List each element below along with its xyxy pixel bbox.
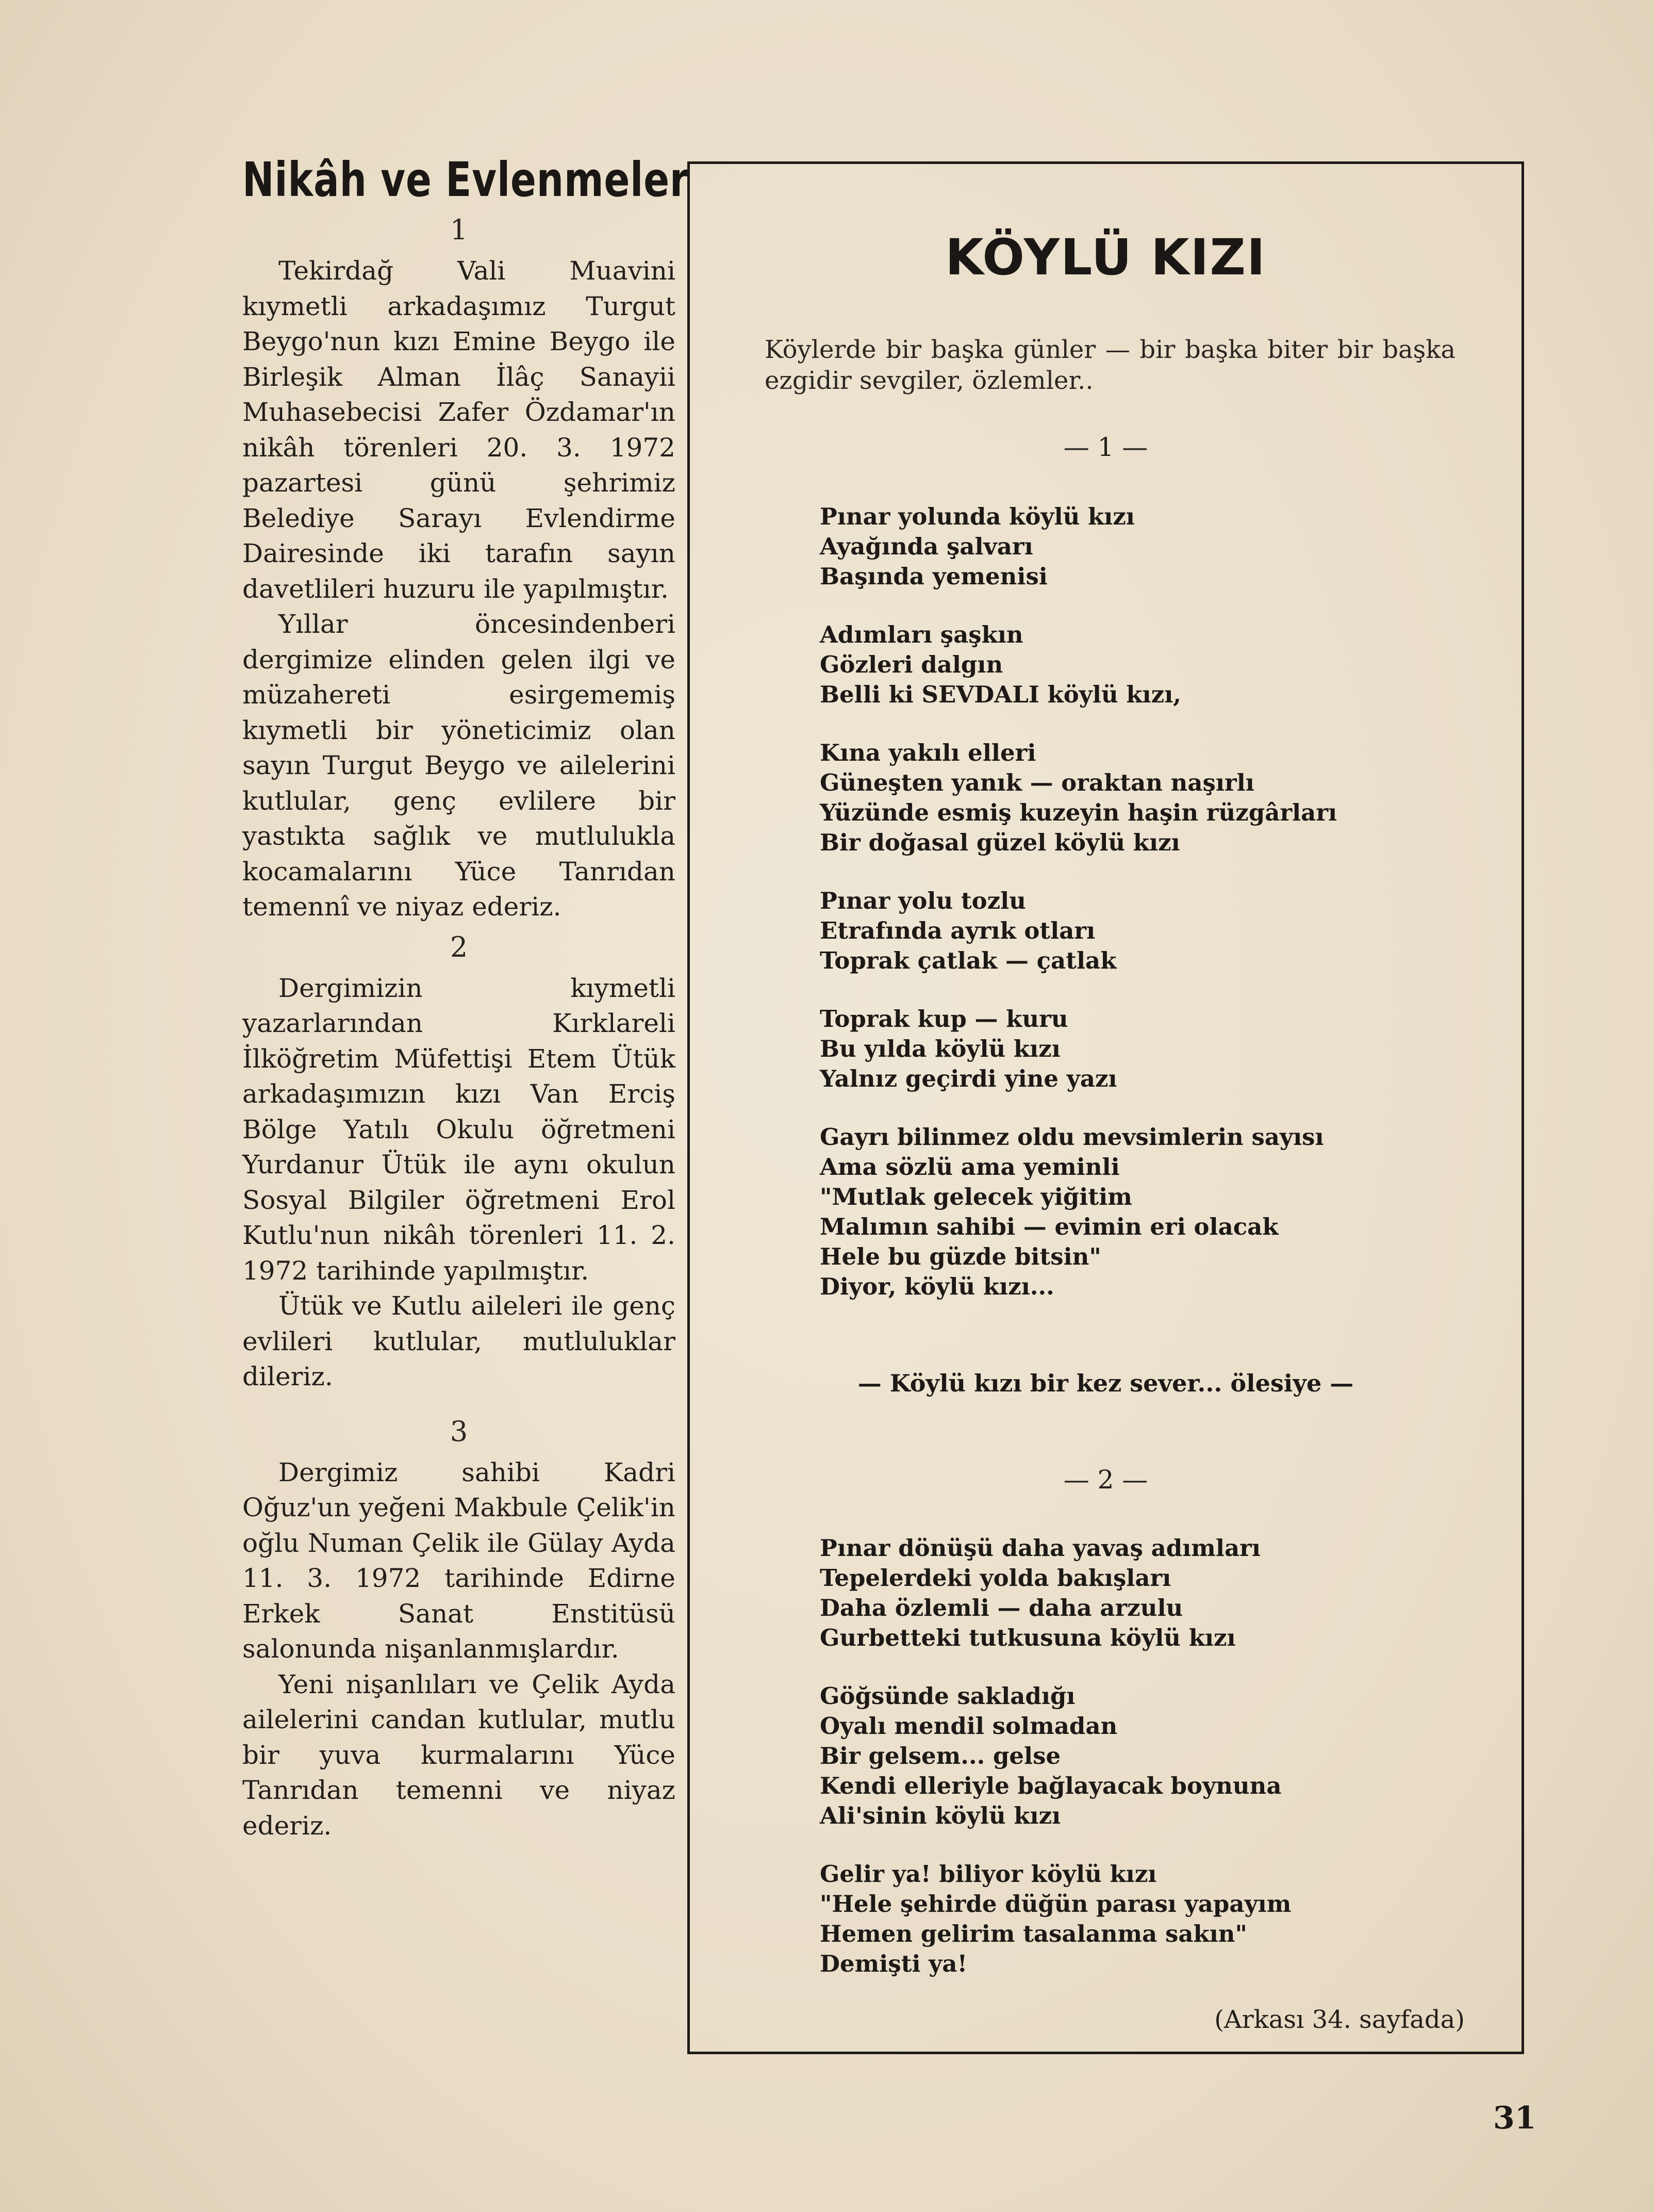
- paragraph: Yeni nişanlıları ve Çelik Ayda ailelerini candan kutlular, mutlu bir yuva kurmalarını Yüce Tanrıdan temenni ve niyaz ederiz.: [242, 1669, 675, 1841]
- stanza: [820, 1122, 1490, 1302]
- poem-line: Göğsünde sakladığı: [820, 1682, 1076, 1710]
- poem-line: Kına yakılı elleri: [820, 739, 1036, 766]
- poem-line: Bir doğasal güzel köylü kızı: [820, 829, 1180, 856]
- poem-box: [687, 161, 1524, 2054]
- poem-line: Pınar yolu tozlu: [820, 887, 1026, 914]
- poem-line: Güneşten yanık — oraktan naşırlı: [820, 769, 1254, 796]
- poem-line: Kendi elleriyle bağlayacak boynuna: [820, 1772, 1282, 1799]
- stanza: [820, 502, 1490, 592]
- announcement-section-1: [242, 214, 675, 925]
- stanza: [820, 1004, 1490, 1094]
- poem-line: Ali'sinin köylü kızı: [820, 1802, 1061, 1829]
- poem-line: Hele bu güzde bitsin": [820, 1243, 1101, 1270]
- poem-line: Bu yılda köylü kızı: [820, 1035, 1061, 1062]
- poem-intro: Köylerde bir başka günler — bir başka biter bir başka ezgidir sevgiler, özlemler..: [765, 335, 1455, 395]
- poem-line: Adımları şaşkın: [820, 621, 1023, 648]
- poem-line: Daha özlemli — daha arzulu: [820, 1594, 1183, 1621]
- poem-line: Toprak kup — kuru: [820, 1005, 1068, 1033]
- poem-line: Yüzünde esmiş kuzeyin haşin rüzgârları: [820, 799, 1337, 826]
- poem-part-2: [820, 1533, 1490, 1979]
- section-number: 2: [450, 930, 468, 963]
- poem-line: "Mutlak gelecek yiğitim: [820, 1183, 1132, 1210]
- poem-line: Malımın sahibi — evimin eri olacak: [820, 1213, 1279, 1240]
- paragraph: Dergimizin kıymetli yazarlarından Kırklareli İlköğretim Müfettişi Etem Ütük arkadaşımızın kızı Van Erciş Bölge Yatılı Okulu öğretmeni Yurdanur Ütük ile aynı okulun Sosyal Bilgiler öğretmeni Erol Kutlu'nun nikâh törenleri 11. 2. 1972 tarihinde yapılmıştır.: [242, 973, 675, 1286]
- poem-line: Diyor, köylü kızı...: [820, 1273, 1054, 1300]
- poem-line: Tepelerdeki yolda bakışları: [820, 1564, 1171, 1592]
- poem-line: Ama sözlü ama yeminli: [820, 1153, 1120, 1181]
- poem-refrain: — Köylü kızı bir kez sever... ölesiye —: [857, 1369, 1354, 1397]
- paragraph: Yıllar öncesindenberi dergimize elinden gelen ilgi ve müzahereti esirgememiş kıymetli bir yöneticimiz olan sayın Turgut Beygo ve ailelerini kutlular, genç evlilere bir yastıkta sağlık ve mutlulukla kocamalarını Yüce Tanrıdan temennî ve niyaz ederiz.: [242, 609, 675, 922]
- article-title: Nikâh ve Evlenmeler: [242, 152, 689, 207]
- poem-line: Toprak çatlak — çatlak: [820, 947, 1117, 974]
- stanza: [820, 738, 1490, 858]
- paragraph: Tekirdağ Vali Muavini kıymetli arkadaşımız Turgut Beygo'nun kızı Emine Beygo ile Birleşik Alman İlâç Sanayii Muhasebecisi Zafer Özdamar'ın nikâh törenleri 20. 3. 1972 pazartesi günü şehrimiz Belediye Sarayı Evlendirme Dairesinde iki tarafın sayın davetlileri huzuru ile yapılmıştır.: [242, 256, 675, 604]
- poem-line: "Hele şehirde düğün parası yapayım: [820, 1890, 1292, 1918]
- paragraph: Dergimiz sahibi Kadri Oğuz'un yeğeni Makbule Çelik'in oğlu Numan Çelik ile Gülay Ayda 11. 3. 1972 tarihinde Edirne Erkek Sanat Enstitüsü salonunda nişanlanmışlardır.: [242, 1457, 675, 1664]
- stanza: [820, 620, 1490, 710]
- stanza: [820, 1681, 1490, 1831]
- paragraph: Ütük ve Kutlu aileleri ile genç evlileri kutlular, mutluluklar dileriz.: [242, 1291, 675, 1391]
- poem-line: Gözleri dalgın: [820, 651, 1003, 678]
- stanza: [820, 1859, 1490, 1979]
- poem-part-1: [820, 502, 1490, 1302]
- part-1-label: — 1 —: [1063, 432, 1148, 462]
- poem-line: Bir gelsem... gelse: [820, 1742, 1061, 1769]
- continued-note: (Arkası 34. sayfada): [1214, 2005, 1465, 2034]
- announcement-section-3: [242, 1415, 675, 1844]
- marriage-announcements-column: [242, 152, 689, 1843]
- section-number: 1: [450, 214, 468, 246]
- poem-line: Belli ki SEVDALI köylü kızı,: [820, 681, 1181, 708]
- section-number: 3: [450, 1415, 468, 1448]
- stanza: [820, 1533, 1490, 1653]
- poem-line: Başında yemenisi: [820, 563, 1048, 590]
- poem-line: Oyalı mendil solmadan: [820, 1712, 1118, 1740]
- poem-line: Gelir ya! biliyor köylü kızı: [820, 1860, 1157, 1888]
- poem-line: Pınar dönüşü daha yavaş adımları: [820, 1534, 1261, 1562]
- poem-title: KÖYLÜ KIZI: [945, 228, 1266, 286]
- poem-line: Gurbetteki tutkusuna köylü kızı: [820, 1624, 1236, 1651]
- page-number: 31: [1493, 2100, 1536, 2136]
- stanza: [820, 886, 1490, 976]
- part-2-label: — 2 —: [1063, 1465, 1148, 1495]
- poem-line: Yalnız geçirdi yine yazı: [820, 1065, 1117, 1092]
- announcement-section-2: [242, 931, 675, 1395]
- poem-line: Demişti ya!: [820, 1950, 968, 1977]
- poem-line: Pınar yolunda köylü kızı: [820, 503, 1135, 530]
- poem-line: Ayağında şalvarı: [820, 533, 1033, 560]
- poem-line: Hemen gelirim tasalanma sakın": [820, 1920, 1247, 1947]
- poem-line: Etrafında ayrık otları: [820, 917, 1096, 944]
- poem-line: Gayrı bilinmez oldu mevsimlerin sayısı: [820, 1123, 1324, 1151]
